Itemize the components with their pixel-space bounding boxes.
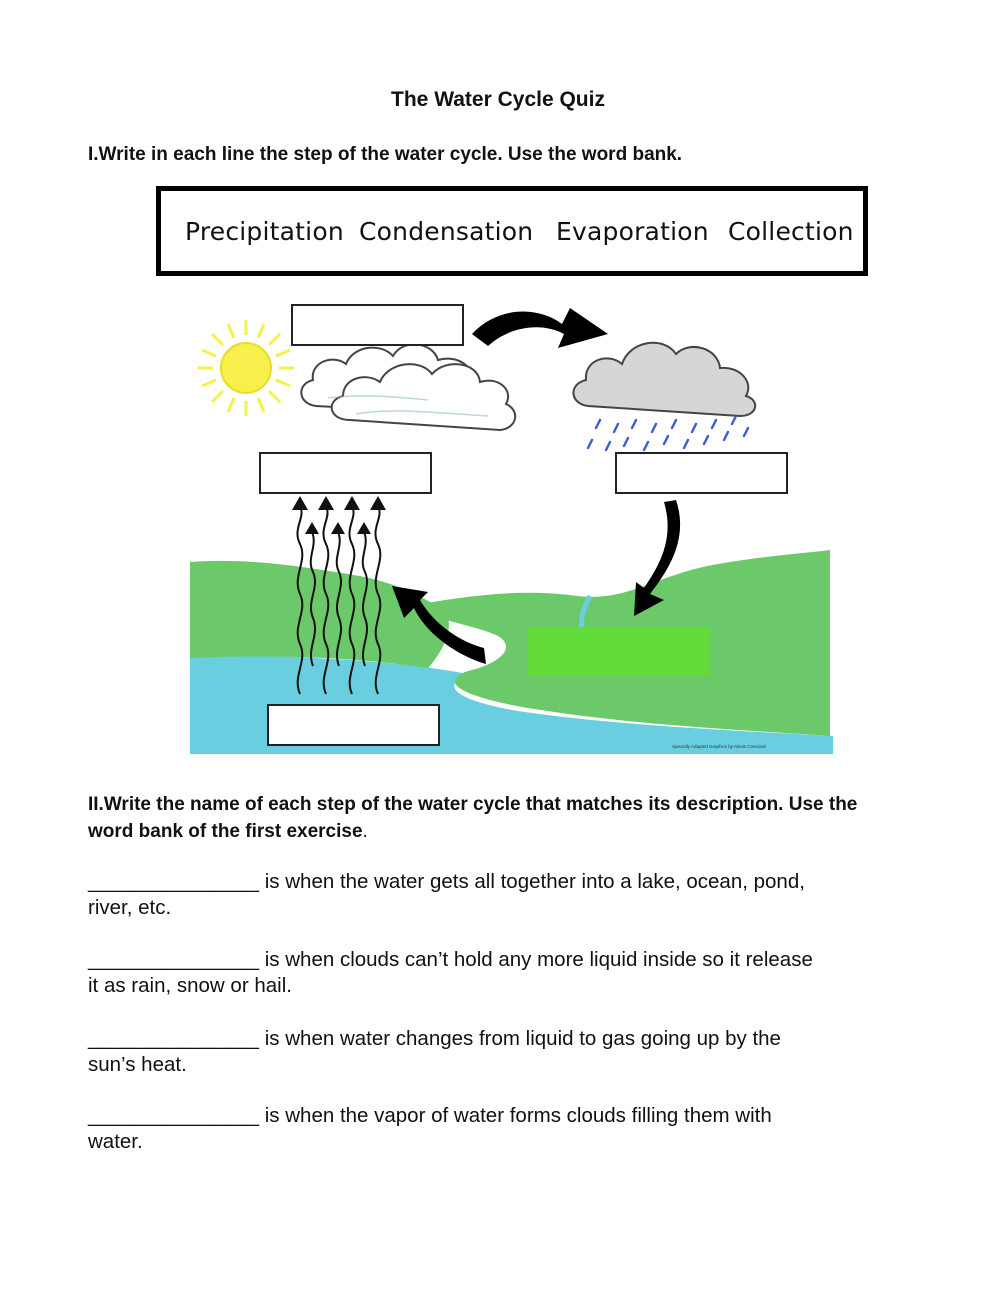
question-2 (88, 947, 908, 999)
answer-blank[interactable]: _______________ (88, 1027, 260, 1050)
question-text-cont: water. (88, 1130, 143, 1153)
diagram-credit: Specially Adapted Graphics by Alexis Crescioni (672, 744, 767, 749)
question-4 (88, 1103, 908, 1155)
word-bank-item: Evaporation (556, 217, 709, 246)
question-text: is when clouds can’t hold any more liquid inside so it release (264, 948, 813, 971)
word-bank-item: Collection (728, 217, 854, 246)
answer-box-condensation[interactable] (291, 304, 464, 346)
answer-box-collection[interactable] (528, 627, 710, 675)
word-bank-item: Condensation (359, 217, 534, 246)
question-text: is when water changes from liquid to gas going up by the (264, 1027, 781, 1050)
question-3 (88, 1026, 908, 1078)
evaporation-arrowheads (292, 496, 386, 534)
question-text: is when the water gets all together into a lake, ocean, pond, (264, 870, 805, 893)
answer-blank[interactable]: _______________ (88, 870, 260, 893)
question-text-cont: sun’s heat. (88, 1053, 187, 1076)
sun (198, 320, 294, 416)
question-text: is when the vapor of water forms clouds filling them with (264, 1104, 772, 1127)
word-bank-item: Precipitation (185, 217, 344, 246)
water-cycle-diagram (188, 296, 833, 756)
answer-box-evaporation[interactable] (259, 452, 432, 494)
white-cloud (301, 344, 515, 430)
question-1 (88, 869, 908, 921)
section2-instruction-period: . (362, 821, 368, 842)
question-text-cont: river, etc. (88, 896, 172, 919)
answer-box-water[interactable] (267, 704, 440, 746)
word-bank (156, 186, 868, 276)
question-text-cont: it as rain, snow or hail. (88, 974, 292, 997)
section1-instruction: I.Write in each line the step of the water cycle. Use the word bank. (88, 144, 683, 165)
left-hill (190, 561, 449, 668)
section2-instruction-text: II.Write the name of each step of the water cycle that matches its description. Use the word bank of the first exercise (88, 794, 858, 842)
answer-box-precipitation[interactable] (615, 452, 788, 494)
water-cycle-illustration (188, 296, 833, 756)
answer-blank[interactable]: _______________ (88, 1104, 260, 1127)
quiz-title: The Water Cycle Quiz (391, 88, 605, 111)
section2-instruction (88, 791, 908, 845)
answer-blank[interactable]: _______________ (88, 948, 260, 971)
rain-cloud (573, 343, 755, 450)
arrow-to-rain-cloud (472, 308, 608, 348)
